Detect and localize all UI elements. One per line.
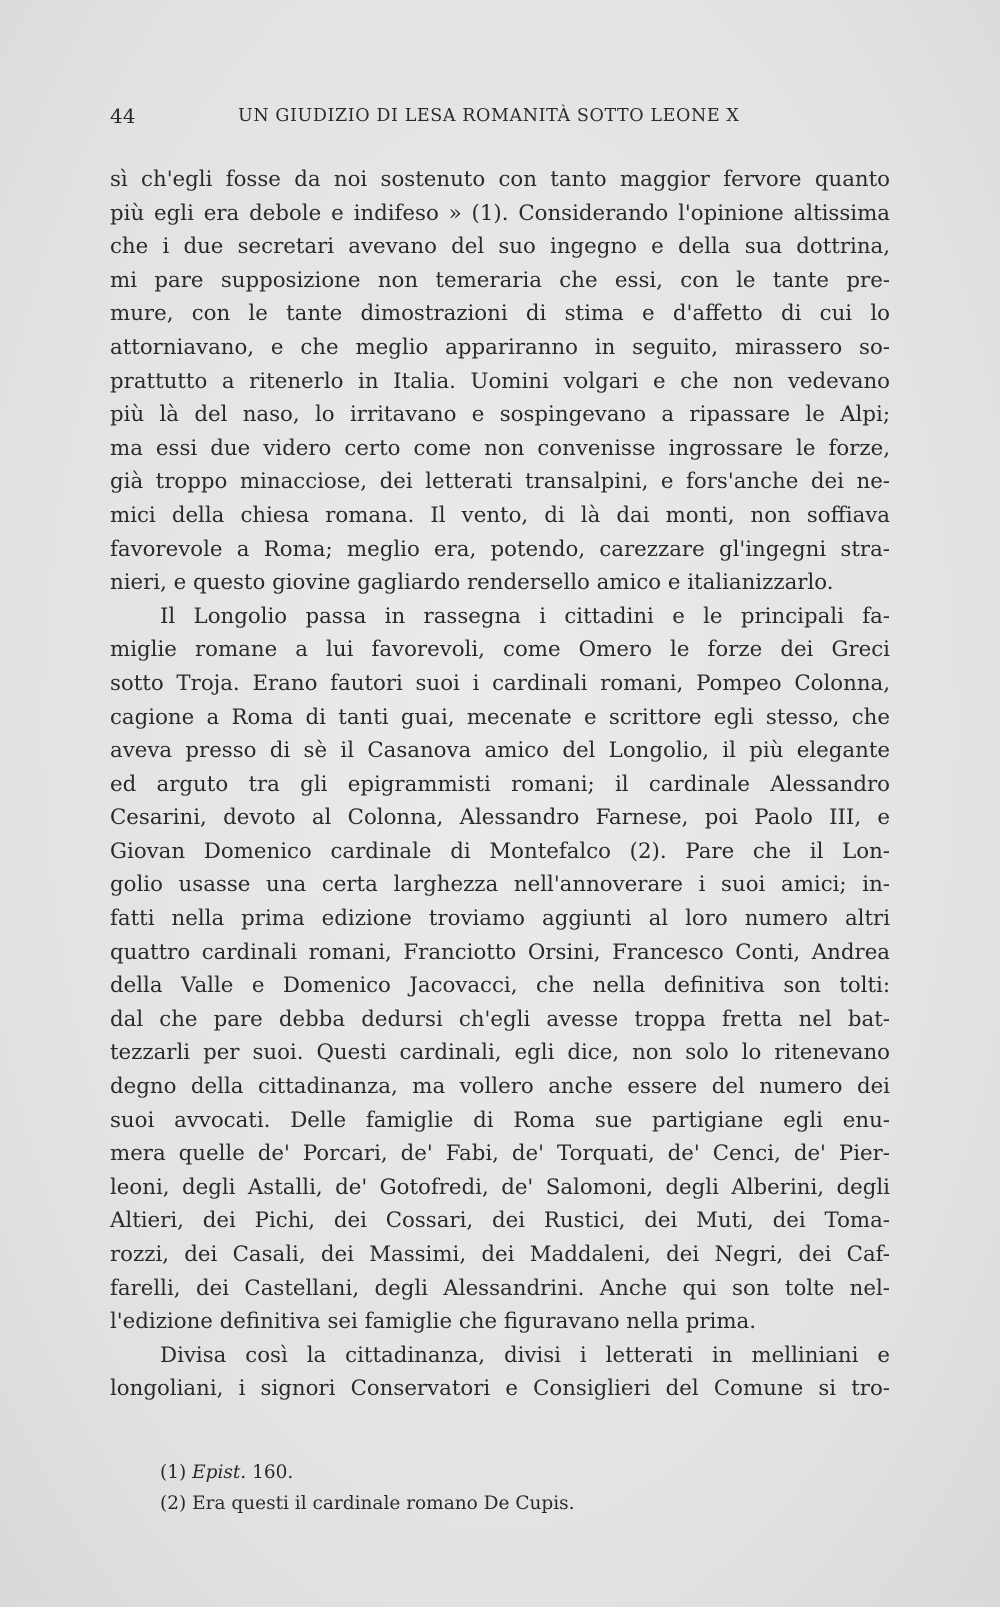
- text-line: ma essi due videro certo come non convenisse ingrossare le forze,: [110, 435, 890, 461]
- footnote-1: [160, 1457, 720, 1488]
- text-line: prattutto a ritenerlo in Italia. Uomini volgari e che non vedevano: [110, 368, 890, 394]
- text-line: mure, con le tante dimostrazioni di stima e d'affetto di cui lo: [110, 301, 890, 327]
- text-line: mera quelle de' Porcari, de' Fabi, de' Torquati, de' Cenci, de' Pier-: [110, 1141, 890, 1167]
- text-line: ed arguto tra gli epigrammisti romani; il cardinale Alessandro: [110, 771, 890, 797]
- text-line: rozzi, dei Casali, dei Massimi, dei Maddaleni, dei Negri, dei Caf-: [110, 1242, 890, 1267]
- footnote-1-text: 160.: [252, 1462, 294, 1483]
- footnotes: [160, 1457, 720, 1519]
- page-number: 44: [110, 104, 136, 128]
- footnote-2-marker: (2): [160, 1493, 187, 1514]
- text-line: tezzarli per suoi. Questi cardinali, egli dice, non solo lo ritenevano: [110, 1040, 890, 1066]
- text-line: Altieri, dei Pichi, dei Cossari, dei Rustici, dei Muti, dei Toma-: [110, 1208, 890, 1234]
- text-line: sì ch'egli fosse da noi sostenuto con tanto maggior fervore quanto: [110, 167, 890, 192]
- text-line: Divisa così la cittadinanza, divisi i letterati in melliniani e: [160, 1342, 890, 1368]
- text-line: mi pare supposizione non temeraria che essi, con le tante pre-: [110, 267, 890, 293]
- text-line: mici della chiesa romana. Il vento, di là dai monti, non soffiava: [110, 502, 890, 528]
- text-line: golio usasse una certa larghezza nell'annoverare i suoi amici; in-: [110, 872, 890, 898]
- text-line: quattro cardinali romani, Franciotto Orsini, Francesco Conti, Andrea: [110, 939, 890, 965]
- text-line: degno della cittadinanza, ma vollero anche essere del numero dei: [110, 1074, 890, 1100]
- text-line: già troppo minacciose, dei letterati transalpini, e fors'anche dei ne-: [110, 469, 890, 495]
- footnote-1-source: Epist.: [192, 1462, 247, 1483]
- footnote-2: [160, 1488, 720, 1519]
- text-line: più là del naso, lo irritavano e sospingevano a ripassare le Alpi;: [110, 402, 890, 428]
- footnote-2-text: Era questi il cardinale romano De Cupis.: [192, 1493, 575, 1514]
- text-line: farelli, dei Castellani, degli Alessandrini. Anche qui son tolte nel-: [110, 1275, 890, 1301]
- text-line: sotto Troja. Erano fautori suoi i cardinali romani, Pompeo Colonna,: [110, 670, 890, 696]
- text-line: cagione a Roma di tanti guai, mecenate e scrittore egli stesso, che: [110, 704, 890, 730]
- text-line: attorniavano, e che meglio appariranno in seguito, mirassero so-: [110, 334, 890, 360]
- text-line: miglie romane a lui favorevoli, come Omero le forze dei Greci: [110, 637, 890, 663]
- text-line: aveva presso di sè il Casanova amico del Longolio, il più elegante: [110, 738, 890, 764]
- text-line: leoni, degli Astalli, de' Gotofredi, de' Salomoni, degli Alberini, degli: [110, 1174, 890, 1200]
- text-line: Giovan Domenico cardinale di Montefalco (2). Pare che il Lon-: [110, 838, 890, 864]
- footnote-1-marker: (1): [160, 1462, 187, 1483]
- text-line: della Valle e Domenico Jacovacci, che nella definitiva son tolti:: [110, 973, 890, 999]
- text-line: suoi avvocati. Delle famiglie di Roma sue partigiane egli enu-: [110, 1107, 890, 1133]
- page-header: [110, 104, 750, 134]
- text-line: favorevole a Roma; meglio era, potendo, carezzare gl'ingegni stra-: [110, 536, 890, 562]
- text-line: Il Longolio passa in rassegna i cittadini e le principali fa-: [160, 603, 890, 629]
- text-line: longoliani, i signori Conservatori e Consiglieri del Comune si tro-: [110, 1376, 890, 1402]
- body-text: [110, 163, 890, 1406]
- text-line: nieri, e questo giovine gagliardo rendersello amico e italianizzarlo.: [110, 570, 834, 596]
- text-line: l'edizione definitiva sei famiglie che figuravano nella prima.: [110, 1309, 756, 1335]
- text-line: più egli era debole e indifeso » (1). Considerando l'opinione altissima: [110, 200, 890, 226]
- text-line: dal che pare debba dedursi ch'egli avesse troppa fretta nel bat-: [110, 1006, 890, 1032]
- text-line: fatti nella prima edizione troviamo aggiunti al loro numero altri: [110, 906, 890, 932]
- text-line: Cesarini, devoto al Colonna, Alessandro Farnese, poi Paolo III, e: [110, 805, 890, 831]
- text-line: che i due secretari avevano del suo ingegno e della sua dottrina,: [110, 234, 890, 260]
- running-head: UN GIUDIZIO DI LESA ROMANITÀ SOTTO LEONE X: [238, 106, 740, 126]
